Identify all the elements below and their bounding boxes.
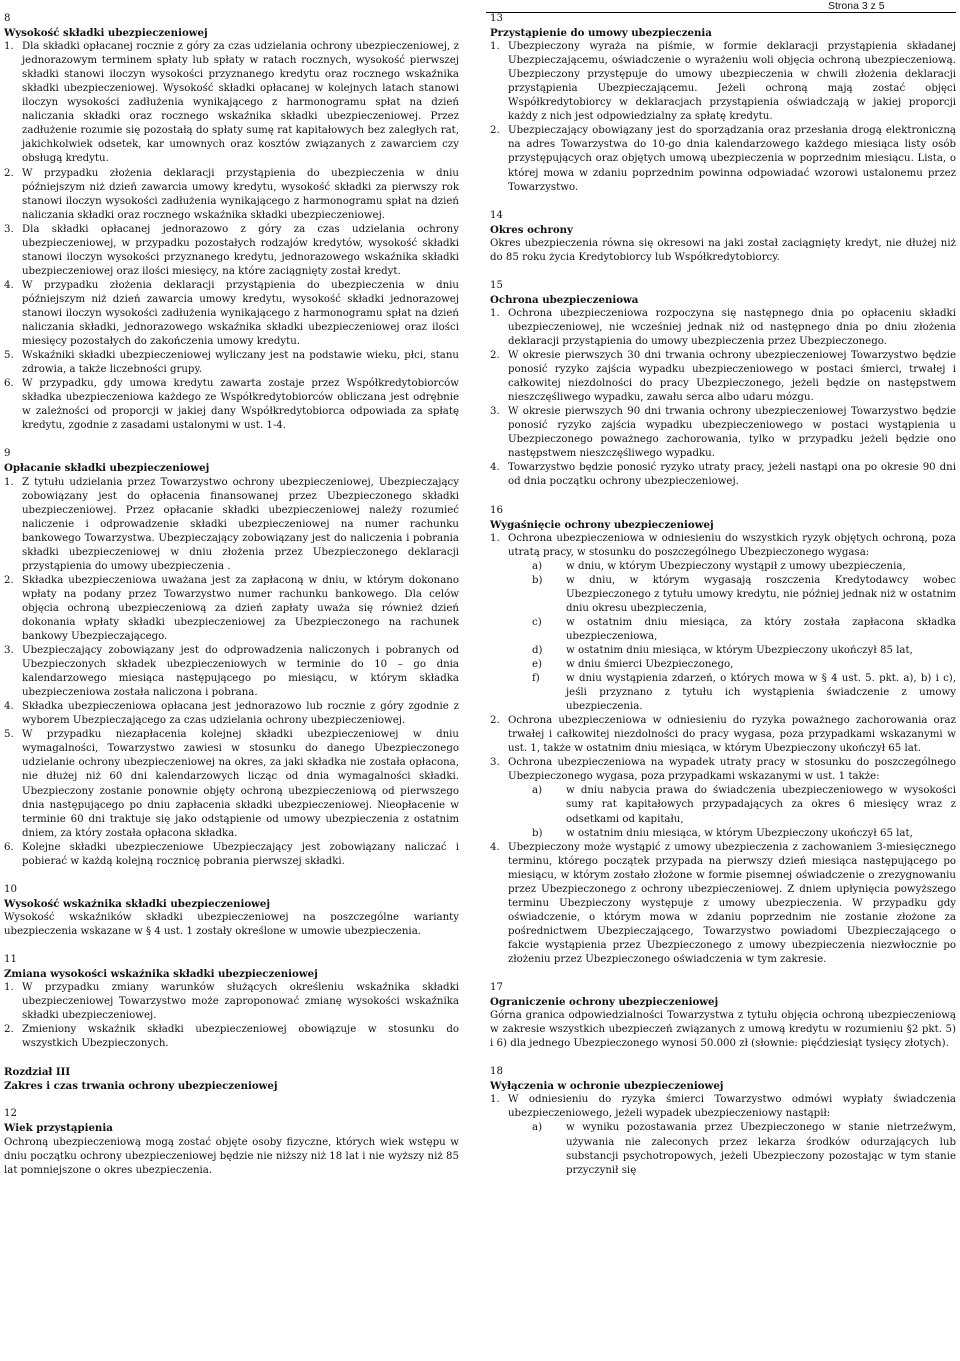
- clause-number: 3.: [490, 406, 500, 418]
- subclause-text: w wyniku pozostawania przez Ubezpieczonego w stanie nietrzeźwym, używania nie zaleconych przez lekarza środków odurzających lub substancji psychotropowych, jeżeli Ubezpieczony pozostając w tym stanie przyczynił się: [566, 1122, 956, 1176]
- clause-text: W przypadku niezapłacenia kolejnej składki ubezpieczeniowej w dniu wymagalności, Towarzystwo zawiesi w stosunku do danego Ubezpieczonego udzielanie ochrony ubezpieczeniowej na okres, za jaki składka nie została opłacona, nie dłużej niż 60 dni kalendarzowych licząc od dnia wymagalności składki. Ubezpieczony zostanie ponownie objęty ochroną ubezpieczeniową od pierwszego dnia następującego po dniu zapłacenia składki ubezpieczeniowej. Nieopłacenie w terminie 60 dni traktuje się jako odstąpienie od umowy ubezpieczenia z ostatnim dniem, za który została opłacona składka.: [22, 729, 459, 839]
- clause-item: [4, 700, 459, 728]
- clause-list: [490, 307, 956, 490]
- clause-number: 2.: [4, 167, 14, 179]
- clause-item: [490, 124, 956, 194]
- clause-text: W okresie pierwszych 30 dni trwania ochrony ubezpieczeniowej Towarzystwo będzie ponosić ryzyko zajścia wypadku ubezpieczeniowego w postaci śmierci, trwałej i całkowitej niezdolności do pracy Ubezpieczonego, jeżeli będzie on następstwem nieszczęśliwego wypadku, zawału serca albo udaru mózgu.: [508, 350, 956, 404]
- subclause-item: [532, 574, 956, 616]
- section-number: 10: [4, 883, 17, 895]
- section-number: 15: [490, 279, 503, 291]
- section-title: Ochrona ubezpieczeniowa: [490, 293, 639, 306]
- subclause-text: w dniu wystąpienia zdarzeń, o których mowa w § 4 ust. 5. pkt. a), b) i c), jeśli przyznano z tytułu ich wystąpienia świadczenie z umowy ubezpieczenia.: [566, 673, 956, 713]
- subclause-text: w ostatnim dniu miesiąca, w którym Ubezpieczony ukończył 65 lat,: [566, 827, 913, 839]
- clause-text: Ubezpieczony może wystąpić z umowy ubezpieczenia z zachowaniem 3-miesięcznego terminu, którego początek przypada na pierwszy dzień miesiąca następującego po miesiącu, w którym zostało złożone w formie pisemnej oświadczenie o zrezygnowaniu przez Ubezpieczonego z ochrony ubezpieczeniowej. Z dniem upłynięcia powyższego terminu Ubezpieczony występuje z umowy ubezpieczenia. W przypadku gdy oświadczenie, o którym mowa w zdaniu poprzednim nie zostanie złożone za pośrednictwem Ubezpieczającego, Towarzystwo powiadomi Ubezpieczającego o fakcie wystąpienia przez Ubezpieczonego z umowy ubezpieczenia niezwłocznie po złożeniu przez Ubezpieczonego oświadczenia w tym zakresie.: [508, 841, 956, 965]
- clause-number: 6.: [4, 841, 14, 853]
- clause-item: [490, 461, 956, 489]
- section-title: Wiek przystąpienia: [4, 1122, 113, 1135]
- subclause-item: [532, 827, 956, 841]
- clause-text: Wskaźniki składki ubezpieczeniowej wyliczany jest na podstawie wieku, płci, stanu zdrowia, a także liczebności grupy.: [22, 350, 459, 376]
- clause-number: 1.: [4, 476, 14, 488]
- part-heading: Rozdział III: [4, 1066, 71, 1079]
- section: [4, 447, 459, 868]
- clause-text: Ubezpieczający obowiązany jest do sporządzania oraz przesłania drogą elektroniczną na adres Towarzystwa do 10-go dnia kalendarzowego każdego miesiąca listy osób przystępujących oraz objętych umową ubezpieczenia w poprzednim miesiącu. Lista, o której mowa w zdaniu poprzednim powinna odpowiadać wzorowi ustalonemu przez Towarzystwo.: [508, 125, 956, 193]
- clause-text: Składka ubezpieczeniowa opłacana jest jednorazowo lub rocznie z góry zgodnie z wyborem Ubezpieczającego za czas udzielania ochrony ubezpieczeniowej.: [22, 701, 459, 727]
- section-title: Wysokość wskaźnika składki ubezpieczeniowej: [4, 897, 271, 910]
- clause-item: [490, 307, 956, 349]
- subclause-text: w ostatnim dniu miesiąca, w którym Ubezpieczony ukończył 85 lat,: [566, 644, 913, 656]
- clause-number: 4.: [490, 841, 500, 853]
- section-title: Okres ochrony: [490, 223, 573, 236]
- clause-item: [4, 981, 459, 1023]
- section-number: 18: [490, 1066, 503, 1078]
- clause-item: [4, 644, 459, 700]
- clause-item: [4, 167, 459, 223]
- clause-number: 1.: [4, 41, 14, 53]
- clause-text: Ubezpieczony wyraża na piśmie, w formie deklaracji przystąpienia składanej Ubezpieczającemu, oświadczenie o wyrażeniu woli objęcia ochroną ubezpieczeniową. Ubezpieczony przystępuje do umowy ubezpieczenia w chwili złożenia deklaracji przystąpienia Ubezpieczającemu. Jeżeli ochroną mają zostać objęci Współkredytobiorcy w deklaracjach przystąpienia oświadczają w jakiej proporcji każdy z nich jest odpowiedzialny za spłatę kredytu.: [508, 41, 956, 123]
- section-title: Opłacanie składki ubezpieczeniowej: [4, 462, 210, 475]
- clause-number: 1.: [490, 532, 500, 544]
- subclause-text: w dniu nabycia prawa do świadczenia ubezpieczeniowego w wysokości sumy rat kapitałowych przypadających za okres 6 miesięcy wraz z odsetkami od kapitału,: [566, 785, 956, 825]
- section-title: Wygaśnięcie ochrony ubezpieczeniowej: [490, 518, 714, 531]
- section: [490, 12, 956, 195]
- section: [490, 1065, 956, 1177]
- clause-text: W przypadku, gdy umowa kredytu zawarta zostaje przez Współkredytobiorców składka ubezpieczeniowa każdego ze Współkredytobiorców obliczana jest odrębnie w zależności od proporcji w jakiej dany Współkredytobiorca odpowiada za spłatę kredytu, zgodnie z zasadami ustalonymi w ust. 1-4.: [22, 378, 459, 432]
- clause-item: [4, 728, 459, 840]
- clause-text: Ochrona ubezpieczeniowa rozpoczyna się następnego dnia po opłaceniu składki ubezpieczeniowej, nie wcześniej jednak niż od następnego dnia po dniu złożenia deklaracji przystąpienia do umowy ubezpieczenia przez Ubezpieczonego.: [508, 307, 956, 347]
- clause-item: [490, 841, 956, 967]
- subclause-list: [508, 560, 956, 715]
- clause-list: [4, 981, 459, 1051]
- clause-number: 1.: [490, 1094, 500, 1106]
- clause-number: 4.: [490, 462, 500, 474]
- section: [490, 209, 956, 265]
- subclause-item: [532, 616, 956, 644]
- clause-number: 3.: [4, 645, 14, 657]
- clause-number: 5.: [4, 729, 14, 741]
- subclause-letter: d): [532, 644, 543, 656]
- subclause-letter: b): [532, 574, 543, 586]
- section-number: 17: [490, 982, 503, 994]
- subclause-list: [508, 1121, 956, 1177]
- clause-number: 2.: [490, 715, 500, 727]
- subclause-letter: a): [532, 1122, 543, 1134]
- subclause-item: [532, 784, 956, 826]
- section: [4, 883, 459, 939]
- clause-item: [490, 349, 956, 405]
- clause-item: [490, 756, 956, 840]
- clause-item: [4, 377, 459, 433]
- section-number: 16: [490, 504, 503, 516]
- clause-text: Towarzystwo będzie ponosić ryzyko utraty pracy, jeżeli nastąpi ona po okresie 90 dni od dnia początku ochrony ubezpieczeniowej.: [508, 462, 956, 488]
- clause-text: Składka ubezpieczeniowa uważana jest za zapłaconą w dniu, w którym dokonano wpłaty na podany przez Towarzystwo numer rachunku bankowego. Dla celów objęcia ochroną ubezpieczeniową za dzień zapłaty uważa się również dzień dokonania wpłaty składki ubezpieczeniowej za Ubezpieczonego na rachunek bankowy Ubezpieczającego.: [22, 574, 459, 643]
- section-number: 9: [4, 448, 11, 460]
- clause-item: [490, 40, 956, 124]
- section-text: Górna granica odpowiedzialności Towarzystwa z tytułu objęcia ochroną ubezpieczeniową w zakresie wszystkich ubezpieczeń związanych z umową kredytu w rozumieniu §2 pkt. 5) i 6) dla jednego Ubezpieczonego wynosi 50.000 zł (słownie: pięćdziesiąt tysięcy złotych).: [490, 1010, 956, 1050]
- section: [4, 1065, 459, 1093]
- section: [4, 12, 459, 433]
- clause-item: [4, 279, 459, 349]
- subclause-letter: a): [532, 785, 543, 797]
- subclause-item: [532, 1121, 956, 1177]
- section-number: 8: [4, 13, 11, 24]
- clause-number: 2.: [490, 350, 500, 362]
- clause-number: 1.: [4, 982, 14, 994]
- clause-item: [490, 714, 956, 756]
- subclause-list: [508, 784, 956, 840]
- section-number: 11: [4, 954, 17, 965]
- subclause-item: [532, 672, 956, 714]
- clause-list: [4, 476, 459, 869]
- clause-number: 1.: [490, 41, 500, 53]
- clause-item: [490, 1093, 956, 1177]
- clause-item: [4, 349, 459, 377]
- subclause-letter: a): [532, 560, 543, 572]
- clause-number: 3.: [490, 757, 500, 769]
- clause-text: W odniesieniu do ryzyka śmierci Towarzystwo odmówi wypłaty świadczenia ubezpieczeniowego, jeżeli wypadek ubezpieczeniowy nastąpił:: [508, 1094, 956, 1120]
- subclause-text: w ostatnim dniu miesiąca, za który została zapłacona składka ubezpieczeniowa,: [566, 616, 956, 642]
- clause-number: 2.: [490, 125, 500, 137]
- clause-item: [4, 223, 459, 279]
- clause-number: 4.: [4, 279, 14, 291]
- right-column: [490, 12, 956, 1178]
- subclause-text: w dniu, w którym wygasają roszczenia Kredytodawcy wobec Ubezpieczonego z tytułu umowy kredytu, nie później jednak niż w ostatnim dniu okresu ubezpieczenia,: [566, 574, 956, 614]
- subclause-item: [532, 658, 956, 672]
- section-title: Ograniczenie ochrony ubezpieczeniowej: [490, 996, 719, 1009]
- section: [490, 504, 956, 968]
- clause-text: Dla składki opłacanej rocznie z góry za czas udzielania ochrony ubezpieczeniowej, z jednorazowym terminem spłaty lub spłaty w ratach rocznych, wysokość pierwszej składki stanowi iloczyn wysokości przyznanego kredytu oraz rocznego wskaźnika składki ubezpieczeniowej. Wysokość składki opłacanej w kolejnych latach stanowi iloczyn wysokości zadłużenia wynikającego z harmonogramu spłat na dzień naliczania składki oraz rocznego wskaźnika składki ubezpieczeniowej. Przez zadłużenie rozumie się pozostałą do spłaty sumę rat kapitałowych bez zaległych rat, jakichkolwiek odsetek, kar umownych oraz kosztów związanych z zawarciem czy obsługą kredytu.: [22, 41, 459, 165]
- page-label: Strona 3 z 5: [828, 0, 885, 12]
- clause-number: 2.: [4, 574, 14, 586]
- clause-item: [4, 476, 459, 574]
- clause-item: [4, 40, 459, 166]
- clause-list: [490, 1093, 956, 1177]
- clause-list: [490, 532, 956, 967]
- clause-list: [4, 40, 459, 433]
- clause-text: Zmieniony wskaźnik składki ubezpieczeniowej obowiązuje w stosunku do wszystkich Ubezpieczonych.: [22, 1024, 459, 1050]
- clause-text: W przypadku złożenia deklaracji przystąpienia do ubezpieczenia w dniu późniejszym niż dzień zawarcia umowy kredytu, wysokość składki jednorazowej stanowi iloczyn wysokości zadłużenia wynikającego z harmonogramu spłat na dzień naliczania składki, jednorazowego wskaźnika składki ubezpieczeniowej oraz ilości miesięcy pozostałych do zakończenia umowy kredytu.: [22, 279, 459, 348]
- clause-text: Z tytułu udzielania przez Towarzystwo ochrony ubezpieczeniowej, Ubezpieczający zobowiązany jest do opłacenia finansowanej przez Ubezpieczonego składki ubezpieczeniowej. Przez opłacanie składki ubezpieczeniowej należy rozumieć naliczenie i odprowadzenie składki ubezpieczeniowej na numer rachunku bankowego Towarzystwa. Ubezpieczający zobowiązany jest do naliczenia i pobrania składki ubezpieczeniowej w dniu złożenia przez Ubezpieczonego deklaracji przystąpienia do umowy ubezpieczenia .: [22, 476, 459, 572]
- section-text: Okres ubezpieczenia równa się okresowi na jaki został zaciągnięty kredyt, nie dłużej niż do 85 roku życia Kredytobiorcy lub Współkredytobiorcy.: [490, 237, 956, 263]
- section-text: Ochroną ubezpieczeniową mogą zostać objęte osoby fizyczne, których wiek wstępu w dniu początku ochrony ubezpieczeniowej będzie nie niższy niż 18 lat i nie wyższy niż 85 lat pomniejszone o okres ubezpieczenia.: [4, 1136, 459, 1176]
- part-heading: Zakres i czas trwania ochrony ubezpieczeniowej: [4, 1080, 278, 1093]
- section-title: Zmiana wysokości wskaźnika składki ubezpieczeniowej: [4, 968, 318, 981]
- clause-number: 4.: [4, 701, 14, 713]
- subclause-letter: e): [532, 659, 543, 671]
- clause-text: W okresie pierwszych 90 dni trwania ochrony ubezpieczeniowej Towarzystwo będzie ponosić ryzyko zajścia wypadku ubezpieczeniowego w postaci wystąpienia u Ubezpieczonego poważnego zachorowania, tylko w przypadku jeżeli będzie ono następstwem nieszczęśliwego wypadku.: [508, 406, 956, 460]
- clause-number: 5.: [4, 350, 14, 362]
- section: [4, 1107, 459, 1177]
- left-column: [4, 12, 459, 1178]
- clause-text: Kolejne składki ubezpieczeniowe Ubezpieczający jest zobowiązany naliczać i pobierać w każdą kolejną rocznicę pobrania pierwszej składki.: [22, 841, 459, 867]
- subclause-letter: f): [532, 673, 540, 685]
- subclause-letter: c): [532, 616, 542, 628]
- clause-text: Ubezpieczający zobowiązany jest do odprowadzenia naliczonych i pobranych od Ubezpieczonych składek ubezpieczeniowych w terminie do 10 – go dnia kalendarzowego miesiąca następującego po miesiącu, w którym składka ubezpieczeniowa została naliczona i pobrana.: [22, 645, 459, 699]
- section-title: Wysokość składki ubezpieczeniowej: [4, 27, 208, 40]
- clause-text: W przypadku złożenia deklaracji przystąpienia do ubezpieczenia w dniu późniejszym niż dzień zawarcia umowy kredytu, wysokość składki za pierwszy rok stanowi iloczyn wysokości zadłużenia wynikającego z harmonogramu spłat na dzień naliczania składki oraz rocznego wskaźnika składki ubezpieczeniowej.: [22, 167, 459, 221]
- clause-number: 3.: [4, 223, 14, 235]
- clause-text: Dla składki opłacanej jednorazowo z góry za czas udzielania ochrony ubezpieczeniowej, w przypadku pozostałych rodzajów kredytów, wysokość składki stanowi iloczyn wysokości przyznanego kredytu, jednorazowego wskaźnika składki ubezpieczeniowej oraz ilości miesięcy, na które zaciągnięty został kredyt.: [22, 223, 459, 277]
- clause-item: [490, 532, 956, 715]
- subclause-item: [532, 560, 956, 574]
- section-title: Wyłączenia w ochronie ubezpieczeniowej: [490, 1080, 724, 1093]
- subclause-letter: b): [532, 827, 543, 839]
- subclause-item: [532, 644, 956, 658]
- clause-text: W przypadku zmiany warunków służących określeniu wskaźnika składki ubezpieczeniowej Towarzystwo może zaproponować zmianę wysokości wskaźnika składki ubezpieczeniowej.: [22, 982, 459, 1022]
- section: [490, 279, 956, 490]
- subclause-text: w dniu, w którym Ubezpieczony wystąpił z umowy ubezpieczenia,: [566, 560, 906, 572]
- clause-item: [4, 574, 459, 644]
- clause-number: 2.: [4, 1024, 14, 1036]
- clause-number: 6.: [4, 378, 14, 390]
- clause-item: [4, 1023, 459, 1051]
- clause-item: [4, 841, 459, 869]
- section-number: 13: [490, 13, 503, 24]
- clause-text: Ochrona ubezpieczeniowa w odniesieniu do wszystkich ryzyk objętych ochroną, poza utratą pracy, w stosunku do poszczególnego Ubezpieczonego wygasa:: [508, 532, 956, 558]
- clause-text: Ochrona ubezpieczeniowa w odniesieniu do ryzyka poważnego zachorowania oraz trwałej i całkowitej niezdolności do pracy wygasa, poza przypadkami wskazanymi w ust. 1, także w ostatnim dniu miesiąca, w którym Ubezpieczony ukończył 65 lat.: [508, 715, 956, 755]
- section-title: Przystąpienie do umowy ubezpieczenia: [490, 27, 712, 40]
- clause-number: 1.: [490, 307, 500, 319]
- section-number: 12: [4, 1108, 17, 1120]
- clause-list: [490, 40, 956, 195]
- section-text: Wysokość wskaźników składki ubezpieczeniowej na poszczególne warianty ubezpieczenia wskazane w § 4 ust. 1 zostały określone w umowie ubezpieczenia.: [4, 911, 459, 937]
- section-number: 14: [490, 209, 503, 221]
- clause-text: Ochrona ubezpieczeniowa na wypadek utraty pracy w stosunku do poszczególnego Ubezpieczonego wygasa, poza przypadkami wskazanymi w ust. 1 także:: [508, 757, 956, 783]
- section: [4, 953, 459, 1051]
- clause-item: [490, 405, 956, 461]
- section: [490, 981, 956, 1051]
- subclause-text: w dniu śmierci Ubezpieczonego,: [566, 659, 734, 671]
